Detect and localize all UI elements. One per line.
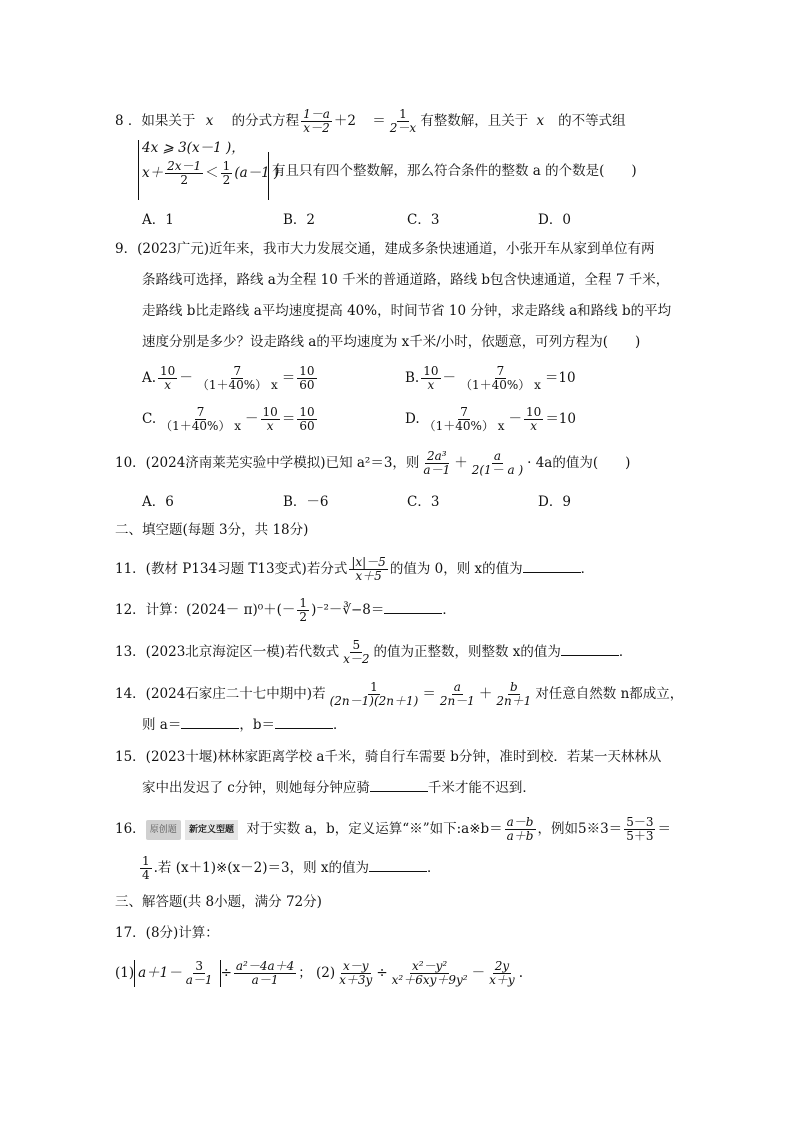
q8-fraction-1: $\frac{1-a}{x-2}$ (303, 107, 330, 135)
q16-line-1: 16． 原创题 新定义型题 对于实数 a，b，定义运算“※”如下:a※b＝ $\frac{a-b}{a+b}$ ，例如5※3＝ $\frac{5-3}{5+3}$ ＝ (115, 815, 671, 843)
section-2-heading: 二、填空题(每题 3分，共 18分) (115, 522, 309, 538)
q17-part-1: (1) a＋1－ $\frac{3}{a-1}$ ÷ $\frac{\text{a²－4a＋4}}{a-1}$ ； (115, 959, 312, 987)
q14-answer-b-blank[interactable] (275, 716, 333, 729)
q9-line-2: 条路线可选择，路线 a为全程 10 千米的普通道路，路线 b包含快速通道，全程 7 千米， (142, 272, 670, 288)
q16-line-2: $\frac{1}{4}$ .若 (x＋1)※(x－2)＝3，则 x的值为 ． (142, 854, 441, 882)
q15-line-1: 15．(2023十堰)林林家距离学校 a千米，骑自行车需要 b分钟，准时到校．若某一天林林从 (115, 749, 662, 765)
q9-line-3: 走路线 b比走路线 a平均速度提高 40%，时间节省 10 分钟，求走路线 a和路线 b的平均 (142, 303, 672, 319)
q17-part-2: (2) $\frac{x-y}{x+3y}$ ÷ $\frac{\text{x²－y²}}{\text{x²＋6xy＋9y²}}$ － $\frac{2y}{x+y}$ . (316, 959, 523, 987)
q10-option-b: B．－6 (283, 494, 329, 510)
q8-number: 8 (115, 113, 124, 129)
q10-line: 10．(2024济南莱芜实验中学模拟)已知 a²＝3，则 $\frac{\text{2a³}}{a-1}$ ＋ $\frac{a}{2(1- a )}$ · 4a的值为( ) (115, 449, 631, 477)
q8-fraction-2: $\frac{1}{2-x}$ (389, 107, 417, 135)
q9-option-b: B. $\frac{10}{x}$ － $\frac{7}{(1+40\%) x}$ ＝10 (405, 364, 576, 392)
q16-original-badge: 原创题 (146, 820, 181, 840)
q16-type-tag: 新定义型题 (185, 820, 238, 840)
q12-answer-blank[interactable] (384, 601, 442, 614)
q8-option-c: C．3 (407, 212, 440, 228)
q8-inequality-1: 4x ⩾ 3(x－1 )， (142, 140, 245, 156)
q12-line: 12．计算：(2024－ π)⁰＋(－ $\frac{1}{2}$ )⁻²－∛−8＝ ． (115, 596, 456, 624)
section-3-heading: 三、解答题(共 8小题，满分 72分) (115, 894, 322, 910)
q8-option-b: B．2 (283, 212, 316, 228)
q8-line1: 8 ．如果关于 x 的分式方程 $\frac{1-a}{x-2}$ ＋2 ＝ $\frac{1}{2-x}$ 有整数解，且关于 x 的不等式组 (115, 107, 626, 135)
q15-line-2: 家中出发迟了 c分钟，则她每分钟应骑 千米才能不迟到． (142, 780, 536, 796)
q9-option-c: C. $\frac{7}{(1+40\%) x}$ － $\frac{10}{x}$ ＝ $\frac{10}{60}$ (142, 405, 315, 433)
q11-line: 11．(教材 P134习题 T13变式)若分式 $\frac{|x|-5}{x+5}$ 的值为 0，则 x的值为 ． (115, 555, 595, 583)
q10-option-d: D．9 (538, 494, 571, 510)
q14-line-1: 14．(2024石家庄二十七中期中)若 $\frac{1}{(2n-1)(2n+1)}$ ＝ $\frac{a}{2n-1}$ ＋ $\frac{b}{2n+1}$ 对任意自然数 n都成立， (115, 680, 684, 708)
q14-line-2: 则 a＝ ，b＝ ． (142, 717, 347, 733)
q8-option-a: A．1 (142, 212, 174, 228)
q9-option-d: D. $\frac{7}{(1+40\%) x}$ － $\frac{10}{x}$ ＝10 (405, 405, 576, 433)
q9-option-a: A. $\frac{10}{x}$ － $\frac{7}{(1+40\%) x}$ ＝ $\frac{10}{60}$ (142, 364, 315, 392)
q13-line: 13．(2023北京海淀区一模)若代数式 $\frac{5}{x-2}$ 的值为正整数，则整数 x的值为 ． (115, 638, 633, 666)
q9-line-1: 9．(2023广元)近年来，我市大力发展交通，建成多条快速通道，小张开车从家到单位有两 (115, 241, 655, 257)
q10-option-c: C．3 (407, 494, 440, 510)
q13-answer-blank[interactable] (561, 643, 619, 656)
q8-system-brace (138, 140, 139, 200)
q11-answer-blank[interactable] (523, 560, 581, 573)
q16-answer-blank[interactable] (369, 859, 427, 872)
q10-option-a: A．6 (142, 494, 174, 510)
q14-answer-a-blank[interactable] (181, 716, 239, 729)
q9-line-4: 速度分别是多少？设走路线 a的平均速度为 x千米/小时，依题意，可列方程为( ) (142, 334, 641, 350)
q8-inequality-2: x＋ $\frac{2x-1}{2}$ ＜ $\frac{1}{2}$ (a－1 ) (142, 159, 280, 187)
q8-text-tail: 有且只有四个整数解，那么符合条件的整数 a 的个数是( ) (272, 163, 637, 179)
q8-system-brace-right (268, 152, 269, 200)
q8-option-d: D．0 (538, 212, 571, 228)
q17-title: 17．(8分)计算： (115, 925, 219, 941)
q15-answer-blank[interactable] (370, 779, 428, 792)
